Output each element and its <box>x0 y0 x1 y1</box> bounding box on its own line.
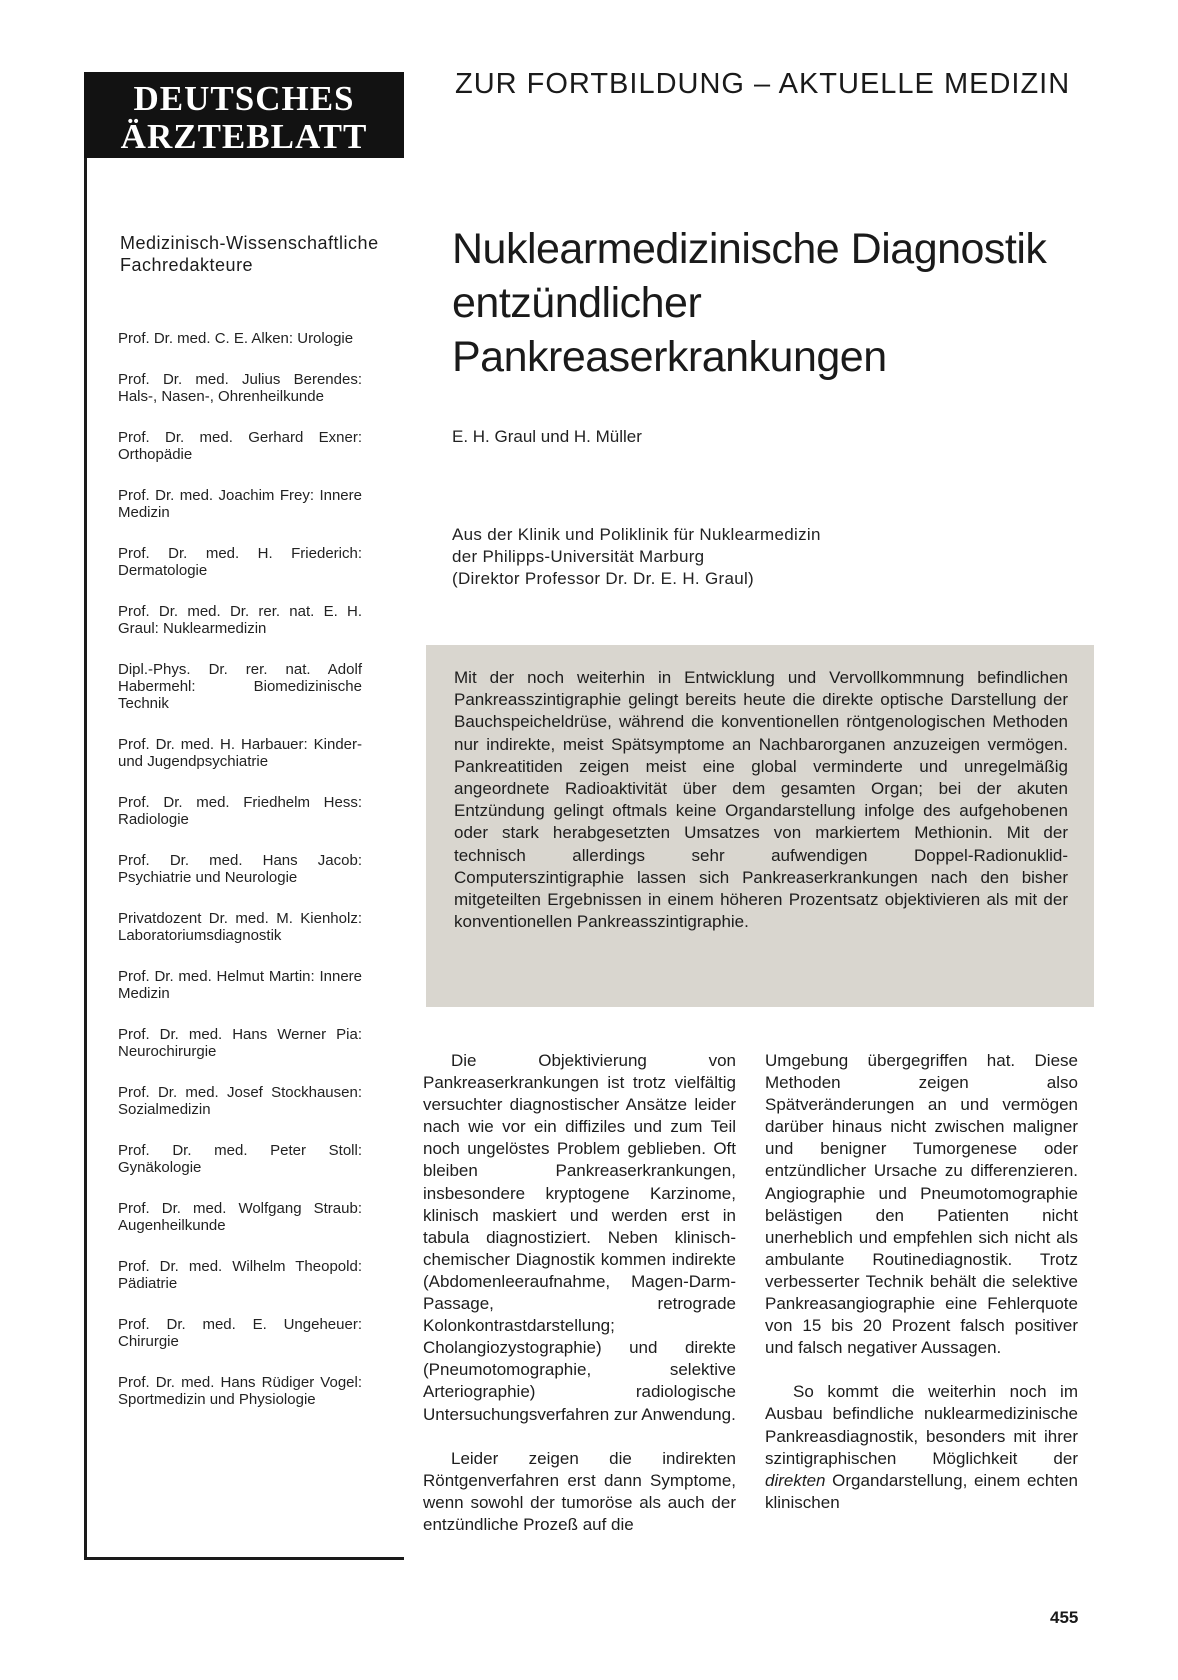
affiliation-line-1: Aus der Klinik und Poliklinik für Nuklearmedizin <box>452 525 821 544</box>
article-title <box>452 222 1132 384</box>
article-authors: E. H. Graul und H. Müller <box>452 427 642 446</box>
editor-entry: Prof. Dr. med. Peter Stoll: Gynäkologie <box>118 1142 362 1176</box>
body-column-1 <box>423 1050 736 1558</box>
editor-entry: Prof. Dr. med. Wilhelm Theopold: Pädiatrie <box>118 1258 362 1292</box>
editor-entry: Prof. Dr. med. Hans Rüdiger Vogel: Sportmedizin und Physiologie <box>118 1374 362 1408</box>
body-paragraph: Die Objektivierung von Pankreaserkrankungen ist trotz vielfältig versuchter diagnostischer Ansätze leider nach wie vor ein diffiziles und zum Teil noch ungelöstes Problem geblieben. Oft bleiben Pankreaserkrankungen, insbesondere kryptogene Karzinome, klinisch maskiert und werden erst in tabula diagnostiziert. Neben klinisch-chemischer Diagnostik kommen indirekte (Abdomenleeraufnahme, Magen-Darm-Passage, retrograde Kolonkontrastdarstellung; Cholangiozystographie) und direkte (Pneumotomographie, selektive Arteriographie) radiologische Untersuchungsverfahren zur Anwendung. <box>423 1051 736 1424</box>
editor-list <box>118 330 362 1432</box>
editor-entry: Prof. Dr. med. H. Harbauer: Kinder- und Jugendpsychiatrie <box>118 736 362 770</box>
affiliation-line-3: (Direktor Professor Dr. Dr. E. H. Graul) <box>452 569 754 588</box>
body-text: So kommt die weiterhin noch im Ausbau befindliche nuklearmedizinische Pankreasdiagnostik, besonders mit ihrer szintigraphischen Möglichkeit der <box>765 1382 1078 1468</box>
editor-entry: Prof. Dr. med. C. E. Alken: Urologie <box>118 330 354 347</box>
abstract-box <box>426 645 1094 1007</box>
sidebar-heading: Medizinisch-Wissenschaftliche Fachredakteure <box>120 233 379 275</box>
editor-entry: Prof. Dr. med. Gerhard Exner: Orthopädie <box>118 429 362 463</box>
editor-entry: Prof. Dr. med. Friedhelm Hess: Radiologie <box>118 794 362 828</box>
emphasized-text: direkten <box>765 1470 826 1490</box>
article-title-line-3: Pankreaserkrankungen <box>452 333 887 381</box>
editor-entry: Prof. Dr. med. Hans Jacob: Psychiatrie und Neurologie <box>118 852 362 886</box>
editor-entry: Prof. Dr. med. H. Friederich: Dermatologie <box>118 545 362 579</box>
body-text: Organdarstellung, einem echten klinischen <box>765 1470 1078 1512</box>
body-paragraph: Leider zeigen die indirekten Röntgenverfahren erst dann Symptome, wenn sowohl der tumoröse als auch der entzündliche Prozeß auf die <box>423 1448 736 1534</box>
editor-entry: Prof. Dr. med. Wolfgang Straub: Augenheilkunde <box>118 1200 362 1234</box>
editor-entry: Prof. Dr. med. Josef Stockhausen: Sozialmedizin <box>118 1084 362 1118</box>
body-column-2 <box>765 1050 1078 1536</box>
masthead-line-1: DEUTSCHES <box>133 79 355 118</box>
editor-entry: Privatdozent Dr. med. M. Kienholz: Laboratoriumsdiagnostik <box>118 910 362 944</box>
article-title-line-2: entzündlicher <box>452 279 702 327</box>
body-paragraph: Umgebung übergegriffen hat. Diese Methoden zeigen also Spätveränderungen an und vermögen darüber hinaus nicht zwischen maligner und benigner Tumorgenese oder entzündlicher Ursache zu differenzieren. Angiographie und Pneumotomographie belästigen den Patienten nicht unerheblich und empfehlen sich nicht als ambulante Routinediagnostik. Trotz verbesserter Technik behält die selektive Pankreasangiographie eine Fehlerquote von 15 bis 20 Prozent falsch positiver und falsch negativer Aussagen. <box>765 1051 1078 1358</box>
editor-entry: Prof. Dr. med. E. Ungeheuer: Chirurgie <box>118 1316 362 1350</box>
editor-entry: Prof. Dr. med. Julius Berendes: Hals-, Nasen-, Ohrenheilkunde <box>118 371 362 405</box>
masthead-line-2: ÄRZTEBLATT <box>120 117 368 156</box>
page-number: 455 <box>1050 1608 1079 1627</box>
article-affiliation <box>452 524 1092 590</box>
affiliation-line-2: der Philipps-Universität Marburg <box>452 547 705 566</box>
editor-entry: Prof. Dr. med. Helmut Martin: Innere Medizin <box>118 968 362 1002</box>
editor-entry: Prof. Dr. med. Joachim Frey: Innere Medizin <box>118 487 362 521</box>
article-title-line-1: Nuklearmedizinische Diagnostik <box>452 225 1047 273</box>
body-paragraph <box>765 1381 1078 1514</box>
editor-entry: Dipl.-Phys. Dr. rer. nat. Adolf Habermehl: Biomedizinische Technik <box>118 661 362 712</box>
masthead-logo <box>84 72 404 158</box>
abstract-text: Mit der noch weiterhin in Entwicklung und Vervollkommnung befindlichen Pankreasszintigraphie gelingt bereits heute die direkte optische Darstellung der Bauchspeicheldrüse, während die konventionellen röntgenologischen Methoden nur indirekte, meist Spätsymptome an Nachbarorganen anzuzeigen vermögen. Pankreatitiden zeigen meist eine global verminderte und unregelmäßig angeordnete Radioaktivität über dem gesamten Organ; bei der akuten Entzündung gelingt oftmals keine Organdarstellung infolge des aufgehobenen oder stark herabgesetzten Umsatzes von markiertem Methionin. Mit der technisch allerdings sehr aufwendigen Doppel-Radionuklid-Computerszintigraphie lassen sich Pankreaserkrankungen nach den bisher mitgeteilten Ergebnissen in einem höheren Prozentsatz objektivieren als mit der konventionellen Pankreasszintigraphie. <box>454 668 1068 932</box>
editor-entry: Prof. Dr. med. Hans Werner Pia: Neurochirurgie <box>118 1026 362 1060</box>
editor-entry: Prof. Dr. med. Dr. rer. nat. E. H. Graul: Nuklearmedizin <box>118 603 362 637</box>
section-title: ZUR FORTBILDUNG – AKTUELLE MEDIZIN <box>455 68 1071 100</box>
